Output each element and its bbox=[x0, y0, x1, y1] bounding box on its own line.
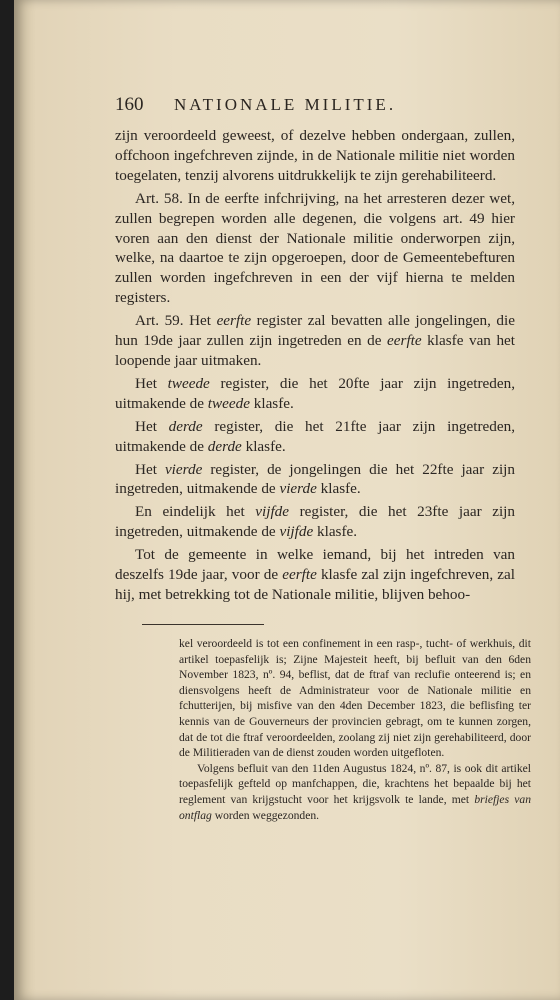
paragraph-derde bbox=[115, 417, 515, 457]
emphasis: tweede bbox=[207, 394, 250, 412]
text-run: Het bbox=[135, 417, 169, 435]
page-number: 160 bbox=[115, 94, 144, 115]
text-run: Het bbox=[135, 460, 165, 478]
footnote-paragraph: kel veroordeeld is tot een confinement in een rasp-, tucht- of werkhuis, dit artikel toepasfelijk is; Zijne Majesteit heeft, bij befluit van den 6den November 1823, nº. 94, beflist, dat de ftraf van reclufie onteerend is; en diensvolgens heeft de Administrateur voor de Nationale militie en fchutterijen, bij misfive van den 4den December 1823, die beflisfing ter kennis van de Gouverneurs der provincien gebragt, om te kunnen zorgen, dat de tot die ftraf veroordeelden, zoolang zij niet zijn gerehabiliteerd, door de Militieraden van de dienst zouden worden uitgefloten. bbox=[179, 637, 531, 760]
text-run: klasfe. bbox=[313, 523, 358, 541]
emphasis: briefjes van ontflag bbox=[179, 792, 531, 822]
emphasis: derde bbox=[207, 437, 242, 455]
page-header bbox=[115, 94, 455, 116]
footnote bbox=[179, 636, 531, 823]
paragraph-vierde bbox=[115, 460, 515, 500]
text-run: register, die het 20fte jaar zijn ingetreden, uitmakende de bbox=[115, 374, 515, 412]
emphasis: derde bbox=[168, 417, 203, 435]
text-run: klasfe. bbox=[249, 394, 294, 412]
text-run: worden weggezonden. bbox=[211, 808, 320, 822]
running-head: NATIONALE MILITIE. bbox=[174, 95, 397, 114]
article-58: Art. 58. In de eerfte infchrijving, na het arresteren dezer wet, zullen begrepen worden alle degenen, die volgens art. 49 hier voren aan den dienst der Nationale militie onderworpen zijn, welke, na daartoe te zijn opgeroepen, door de Gemeentebefturen zullen worden ingefchreven in een der vijf hierna te melden registers. bbox=[115, 189, 515, 307]
text-run: Tot de gemeente in welke iemand, bij het intreden van deszelfs 19de jaar, voor de bbox=[115, 546, 515, 584]
emphasis: tweede bbox=[167, 374, 210, 392]
text-run: register, die het 23fte jaar zijn ingetreden, uitmakende de bbox=[115, 503, 515, 541]
text-run: register, die het 21fte jaar zijn ingetreden, uitmakende de bbox=[115, 417, 515, 455]
paragraph-continued: zijn veroordeeld geweest, of dezelve hebben ondergaan, zullen, offchoon ingefchreven zijnde, in de Nationale militie niet worden toegelaten, tenzij alvorens uitdrukkelijk te zijn gerehabiliteerd. bbox=[115, 127, 515, 184]
emphasis: eerfte bbox=[387, 332, 422, 350]
footnote-paragraph bbox=[179, 761, 531, 823]
text-run: klasfe van het loopende jaar uitmaken. bbox=[115, 332, 515, 369]
emphasis: eerfte bbox=[216, 312, 252, 330]
emphasis: eerfte bbox=[282, 566, 317, 584]
text-run: register zal bevatten alle jongelingen, die hun 19de jaar zullen zijn ingetreden en de bbox=[115, 312, 515, 350]
text-run: klasfe zal zijn ingefchreven, zal hij, met betrekking tot de Nationale militie, blijven behoo- bbox=[115, 566, 515, 603]
text-run: Art. 59. Het bbox=[135, 312, 217, 330]
emphasis: vierde bbox=[164, 460, 203, 478]
text-run: Het bbox=[135, 374, 168, 392]
emphasis: vijfde bbox=[279, 523, 314, 541]
main-text bbox=[115, 126, 515, 605]
emphasis: vijfde bbox=[255, 503, 290, 521]
footnote-divider bbox=[142, 624, 264, 625]
text-run: Volgens befluit van den 11den Augustus 1824, nº. 87, is ook dit artikel toepasfelijk gefteld op manfchappen, die, krachtens het bepaalde bij het reglement van krijgstucht voor het krijgsvolk te lande, met bbox=[179, 761, 531, 806]
text-run: En eindelijk het bbox=[135, 503, 256, 521]
emphasis: vierde bbox=[279, 480, 317, 498]
article-59 bbox=[115, 311, 515, 371]
text-run: klasfe. bbox=[241, 437, 286, 455]
text-run: klasfe. bbox=[316, 480, 361, 498]
paragraph-vijfde bbox=[115, 502, 515, 542]
text-run: register, de jongelingen die het 22fte jaar zijn ingetreden, uitmakende de bbox=[115, 460, 515, 498]
paragraph-tweede bbox=[115, 374, 515, 414]
paragraph-gemeente bbox=[115, 545, 515, 605]
book-page bbox=[14, 0, 560, 1000]
